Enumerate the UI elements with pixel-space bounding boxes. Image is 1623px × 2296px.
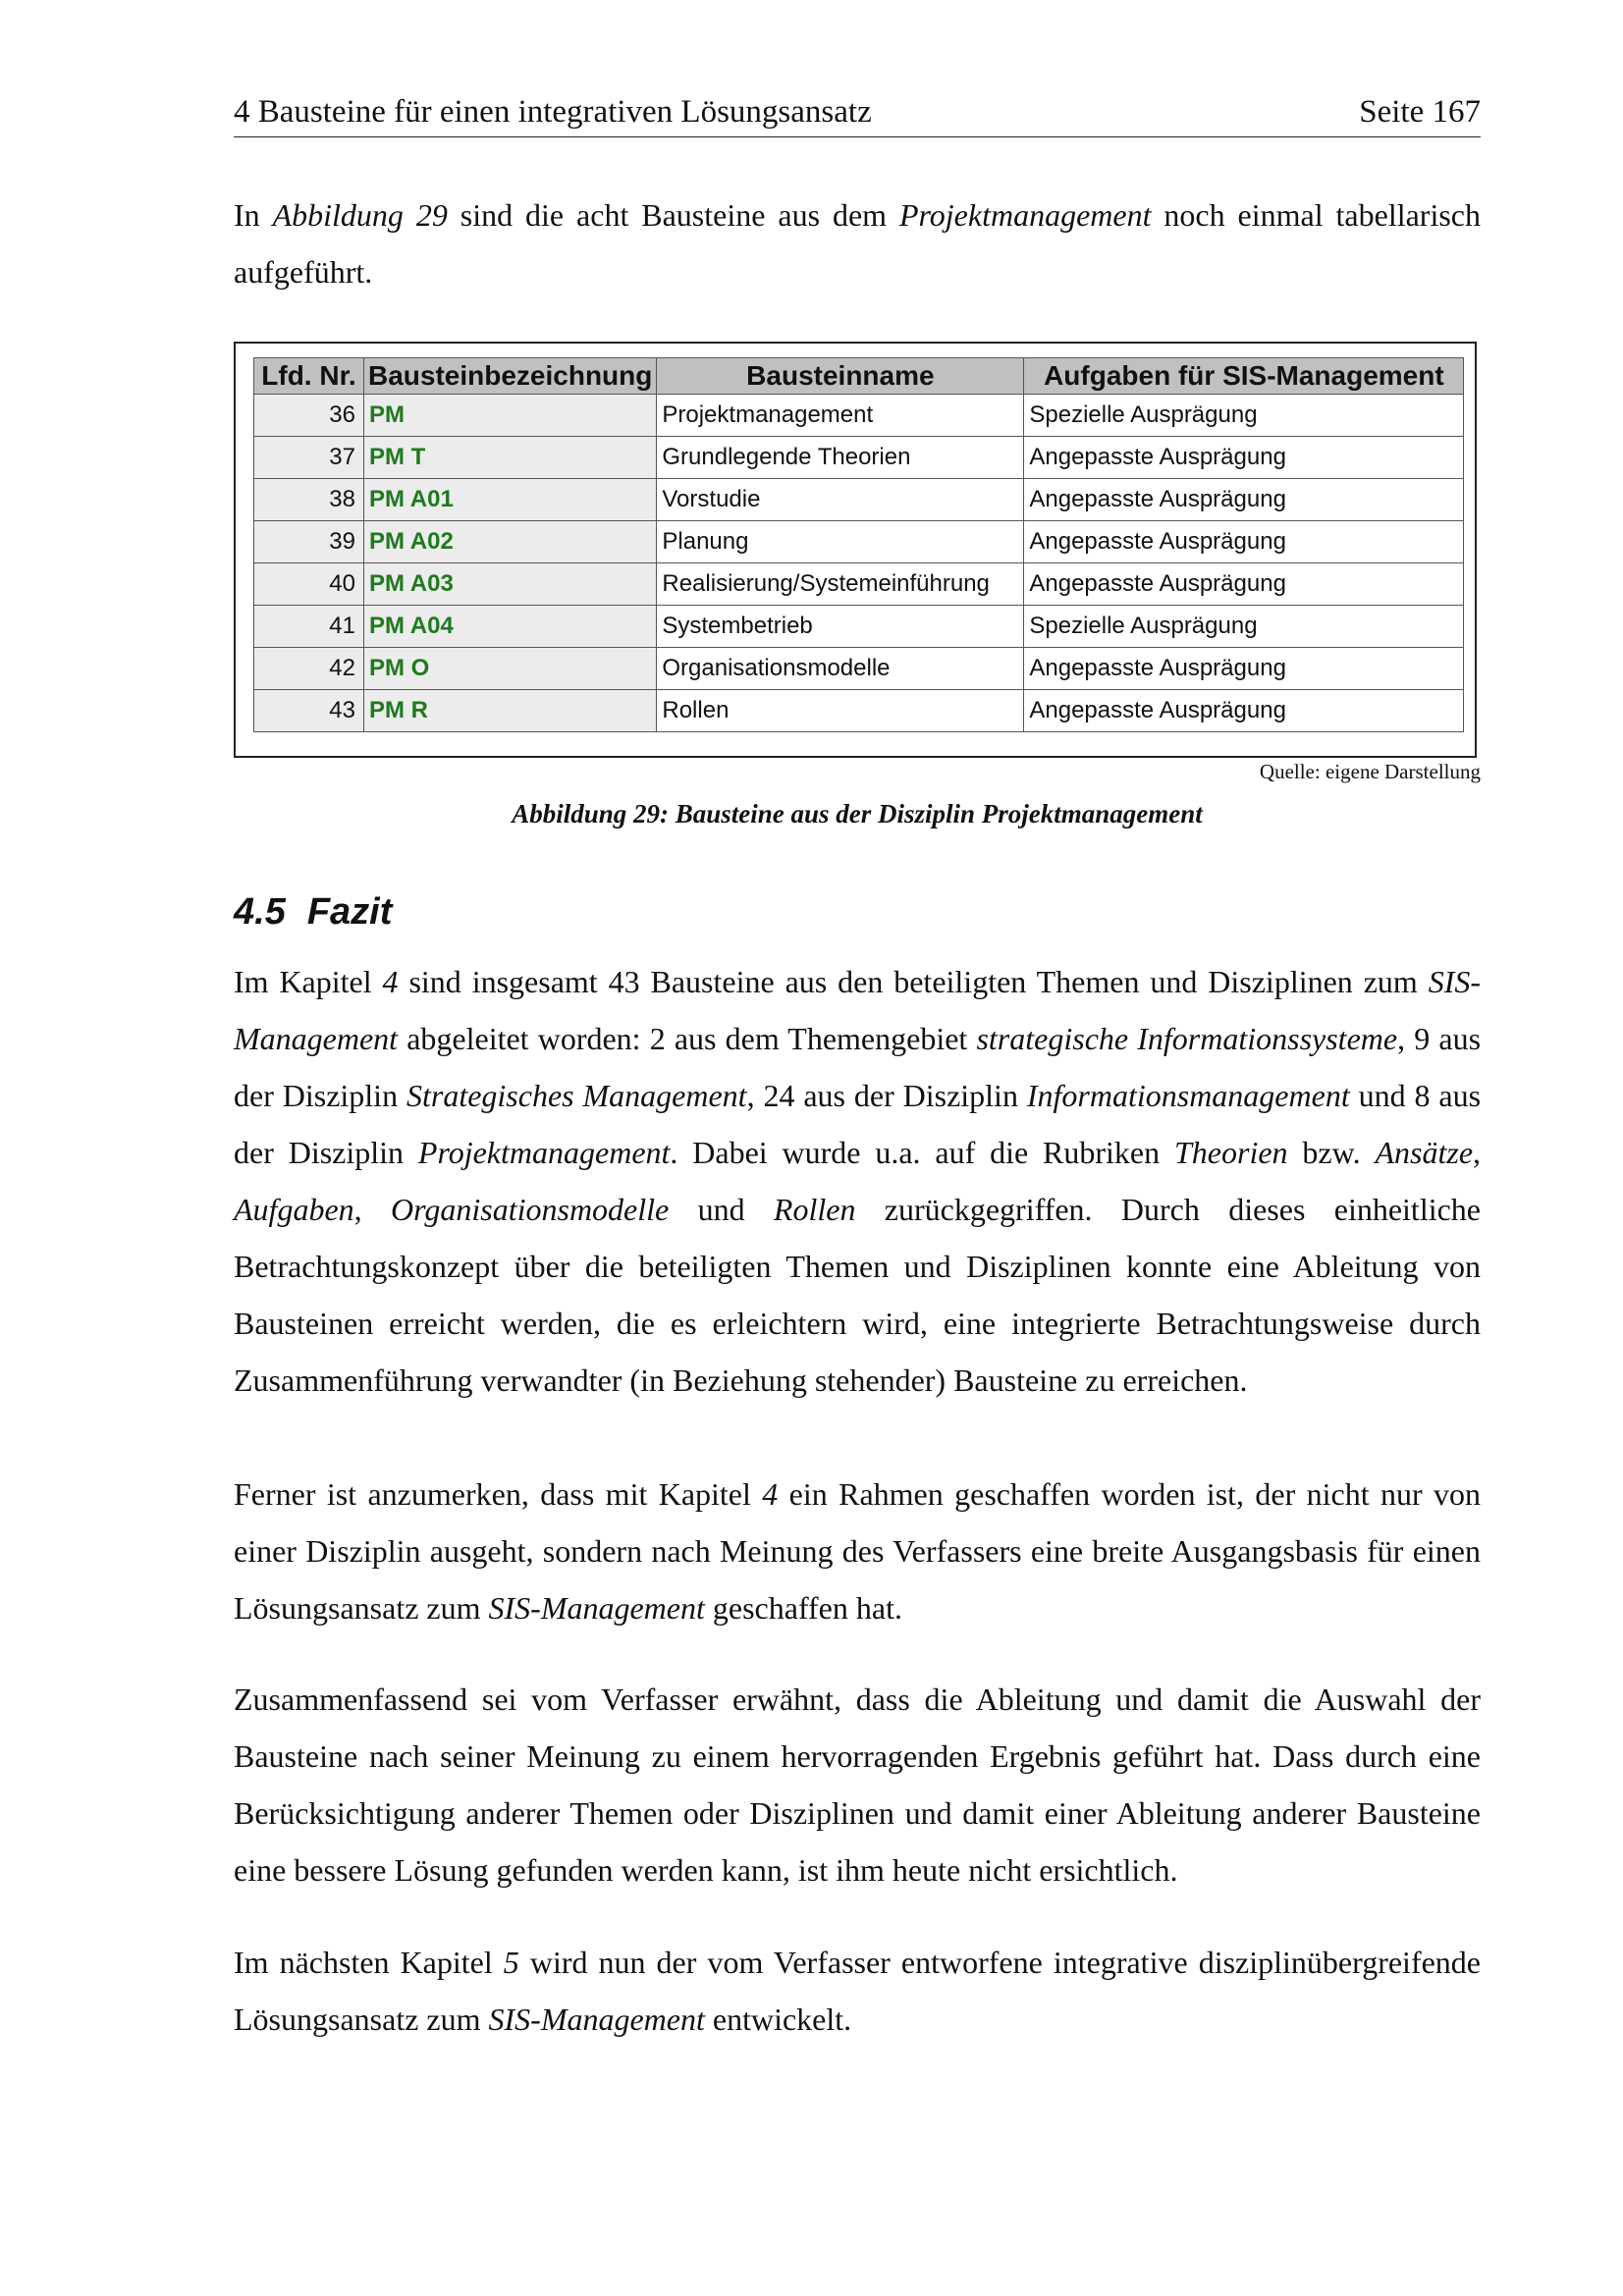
cell-nr: 37 [254, 437, 364, 479]
cell-name: Projektmanagement [657, 395, 1024, 437]
cell-task: Angepasste Ausprägung [1024, 521, 1464, 563]
cell-nr: 43 [254, 690, 364, 732]
section-number: 4.5 [234, 891, 286, 933]
figure-caption: Abbildung 29: Bausteine aus der Disziplin Projektmanagement [512, 799, 1203, 828]
intro-paragraph: In Abbildung 29 sind die acht Bausteine aus dem Projektmanagement noch einmal tabellarisch aufgeführt. [234, 197, 1481, 290]
cell-code: PM A04 [364, 606, 657, 648]
running-chapter-title: 4 Bausteine für einen integrativen Lösungsansatz [234, 94, 872, 130]
cell-name: Rollen [657, 690, 1024, 732]
cell-task: Spezielle Ausprägung [1024, 395, 1464, 437]
cell-nr: 41 [254, 606, 364, 648]
cell-task: Angepasste Ausprägung [1024, 437, 1464, 479]
table-row [254, 648, 1464, 690]
col-header-nr: Lfd. Nr. [254, 358, 364, 395]
cell-code: PM A02 [364, 521, 657, 563]
cell-nr: 38 [254, 479, 364, 521]
cell-code: PM A01 [364, 479, 657, 521]
chapter-reference[interactable]: 4 [762, 1476, 779, 1512]
table-row [254, 563, 1464, 606]
cell-task: Angepasste Ausprägung [1024, 690, 1464, 732]
table-header-row [254, 358, 1464, 395]
cell-task: Spezielle Ausprägung [1024, 606, 1464, 648]
page-number: Seite 167 [1359, 94, 1481, 130]
table-row [254, 437, 1464, 479]
cell-name: Vorstudie [657, 479, 1024, 521]
paragraph-summary: Im Kapitel 4 sind insgesamt 43 Bausteine aus den beteiligten Themen und Disziplinen zum SIS-Management abgeleitet worden: 2 aus dem Themengebiet strategische Informationssysteme, 9 aus der Disziplin Strategisches Management, 24 aus der Disziplin Informationsmanagement und 8 aus der Disziplin Projektmanagement. Dabei wurde u.a. auf die Rubriken Theorien bzw. Ansätze, Aufgaben, Organisationsmodelle und Rollen zurückgegriffen. Durch dieses einheitliche Betrachtungskonzept über die beteiligten Themen und Disziplinen konnte eine Ableitung von Bausteinen erreicht werden, die es erleichtern wird, eine integrierte Betrachtungsweise durch Zusammenführung verwandter (in Beziehung stehender) Bausteine zu erreichen. [234, 964, 1482, 1398]
bausteine-table [253, 357, 1464, 732]
table-row [254, 395, 1464, 437]
cell-task: Angepasste Ausprägung [1024, 563, 1464, 606]
table-row [254, 606, 1464, 648]
cell-nr: 36 [254, 395, 364, 437]
figure-source: Quelle: eigene Darstellung [1259, 760, 1481, 783]
section-title: Fazit [306, 891, 393, 933]
figure-reference[interactable]: Abbildung 29 [272, 197, 448, 233]
chapter-reference[interactable]: 5 [503, 1945, 519, 1980]
cell-name: Planung [657, 521, 1024, 563]
table-row [254, 690, 1464, 732]
cell-name: Organisationsmodelle [657, 648, 1024, 690]
cell-name: Grundlegende Theorien [657, 437, 1024, 479]
table-row [254, 479, 1464, 521]
paragraph-conclusion: Zusammenfassend sei vom Verfasser erwähnt, dass die Ableitung und damit die Auswahl der Bausteine nach seiner Meinung zu einem hervorragenden Ergebnis geführt hat. Dass durch eine Berücksichtigung anderer Themen oder Disziplinen und damit einer Ableitung anderer Bausteine eine bessere Lösung gefunden werden kann, ist ihm heute nicht ersichtlich. [234, 1682, 1481, 1888]
chapter-reference[interactable]: 4 [382, 964, 399, 999]
cell-nr: 42 [254, 648, 364, 690]
cell-task: Angepasste Ausprägung [1024, 479, 1464, 521]
figure-frame [234, 342, 1477, 758]
cell-name: Realisierung/Systemeinführung [657, 563, 1024, 606]
cell-code: PM A03 [364, 563, 657, 606]
section-heading [234, 891, 392, 934]
cell-code: PM [364, 395, 657, 437]
cell-task: Angepasste Ausprägung [1024, 648, 1464, 690]
cell-code: PM R [364, 690, 657, 732]
paragraph-framework: Ferner ist anzumerken, dass mit Kapitel 4 ein Rahmen geschaffen worden ist, der nicht nur von einer Disziplin ausgeht, sondern nach Meinung des Verfassers eine breite Ausgangsbasis für einen Lösungsansatz zum SIS-Management geschaffen hat. [234, 1476, 1482, 1626]
page-header [234, 94, 1481, 137]
cell-nr: 40 [254, 563, 364, 606]
paragraph-outlook: Im nächsten Kapitel 5 wird nun der vom Verfasser entworfene integrative disziplinübergreifende Lösungsansatz zum SIS-Management entwickelt. [234, 1945, 1482, 2037]
cell-code: PM O [364, 648, 657, 690]
col-header-name: Bausteinname [657, 358, 1024, 395]
col-header-aufgaben: Aufgaben für SIS-Management [1024, 358, 1464, 395]
cell-nr: 39 [254, 521, 364, 563]
cell-code: PM T [364, 437, 657, 479]
col-header-bezeichnung: Bausteinbezeichnung [364, 358, 657, 395]
cell-name: Systembetrieb [657, 606, 1024, 648]
table-row [254, 521, 1464, 563]
